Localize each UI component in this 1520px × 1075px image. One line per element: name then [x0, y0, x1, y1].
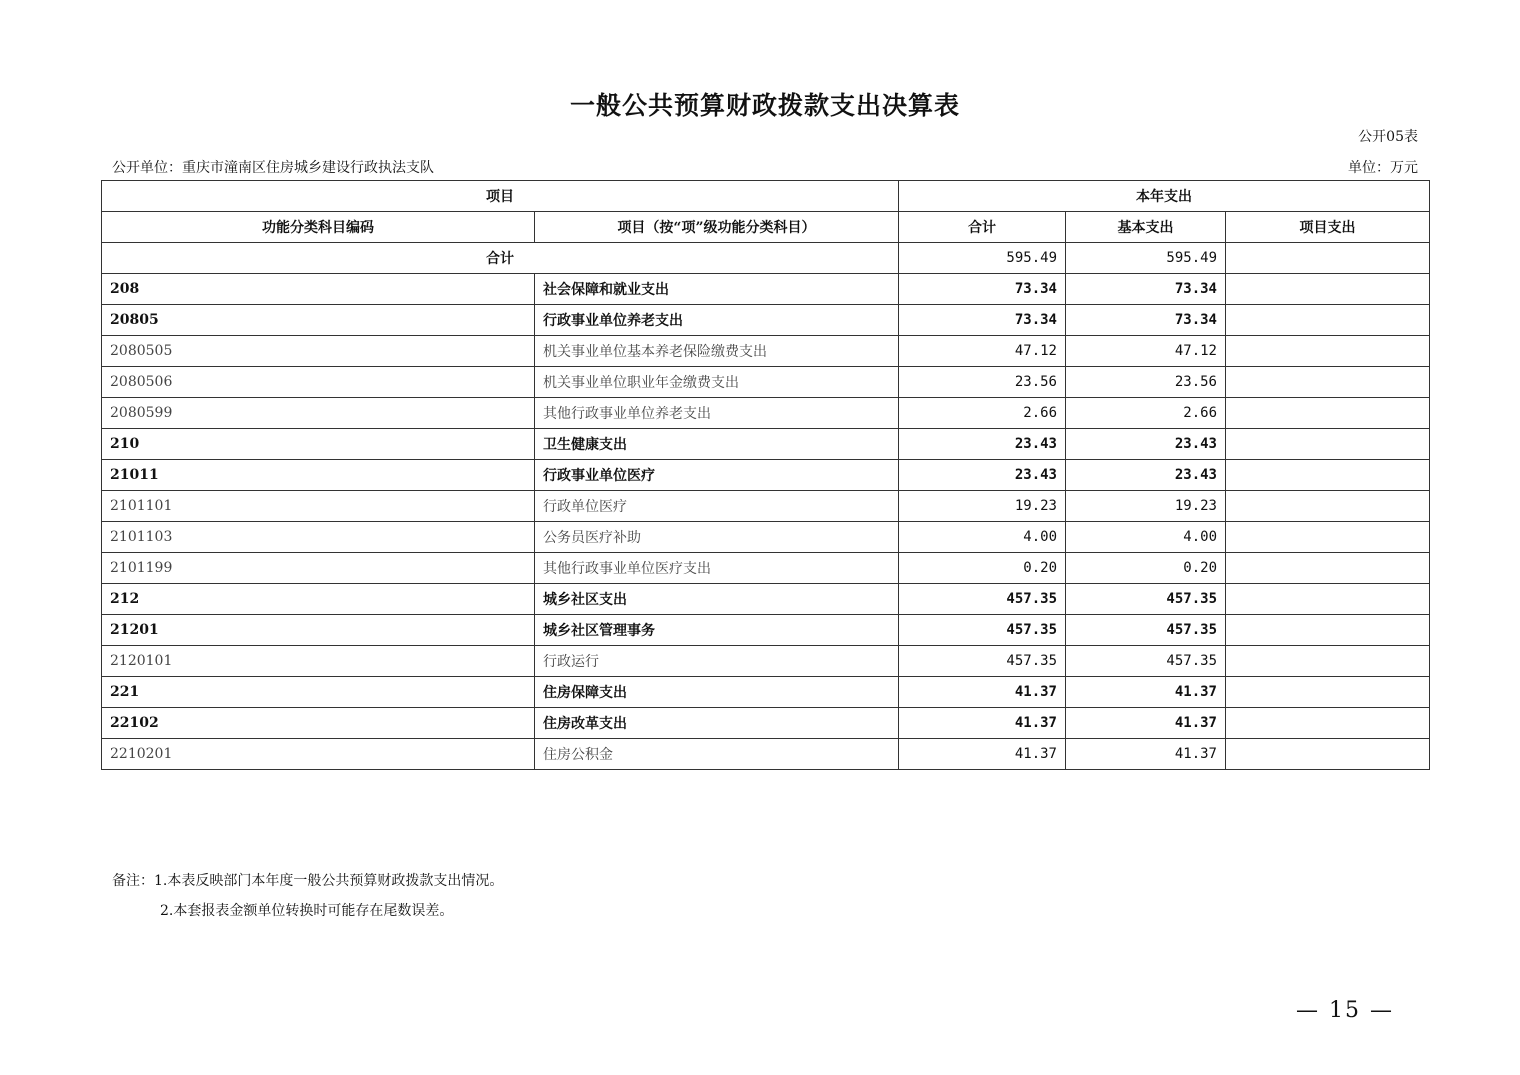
row-basic: 23.56: [1066, 367, 1226, 398]
row-name: 住房保障支出: [535, 677, 899, 708]
total-row: [102, 243, 1430, 274]
table-row: [102, 646, 1430, 677]
table-row: [102, 398, 1430, 429]
page-number: — 15 —: [1296, 998, 1394, 1023]
table-row: [102, 305, 1430, 336]
total-amount: 595.49: [899, 243, 1066, 274]
row-total: 2.66: [899, 398, 1066, 429]
row-name: 社会保障和就业支出: [535, 274, 899, 305]
row-basic: 23.43: [1066, 429, 1226, 460]
row-total: 457.35: [899, 584, 1066, 615]
note-2: 2.本套报表金额单位转换时可能存在尾数误差。: [160, 903, 454, 919]
row-name: 行政事业单位养老支出: [535, 305, 899, 336]
row-total: 457.35: [899, 646, 1066, 677]
row-total: 4.00: [899, 522, 1066, 553]
total-label: 合计: [102, 243, 899, 274]
row-code: 221: [102, 677, 535, 708]
row-project: [1226, 708, 1430, 739]
header-item: 项目（按“项”级功能分类科目）: [535, 212, 899, 243]
row-name: 城乡社区管理事务: [535, 615, 899, 646]
row-basic: 19.23: [1066, 491, 1226, 522]
row-code: 2101101: [102, 491, 535, 522]
table-row: [102, 336, 1430, 367]
row-total: 47.12: [899, 336, 1066, 367]
row-basic: 2.66: [1066, 398, 1226, 429]
header-code: 功能分类科目编码: [102, 212, 535, 243]
row-project: [1226, 305, 1430, 336]
row-code: 2120101: [102, 646, 535, 677]
table-row: [102, 491, 1430, 522]
row-code: 2210201: [102, 739, 535, 770]
header-project: 项目: [102, 181, 899, 212]
row-code: 208: [102, 274, 535, 305]
unit-line: [112, 157, 1418, 177]
row-name: 机关事业单位基本养老保险缴费支出: [535, 336, 899, 367]
table-row: [102, 708, 1430, 739]
row-basic: 23.43: [1066, 460, 1226, 491]
row-basic: 4.00: [1066, 522, 1226, 553]
row-basic: 41.37: [1066, 708, 1226, 739]
total-basic: 595.49: [1066, 243, 1226, 274]
row-name: 行政单位医疗: [535, 491, 899, 522]
total-project: [1226, 243, 1430, 274]
table-row: [102, 739, 1430, 770]
row-total: 23.43: [899, 429, 1066, 460]
row-basic: 457.35: [1066, 584, 1226, 615]
row-code: 2080505: [102, 336, 535, 367]
header-project-expense: 项目支出: [1226, 212, 1430, 243]
row-code: 21011: [102, 460, 535, 491]
row-name: 行政运行: [535, 646, 899, 677]
row-project: [1226, 460, 1430, 491]
row-total: 73.34: [899, 274, 1066, 305]
table-row: [102, 553, 1430, 584]
row-basic: 41.37: [1066, 677, 1226, 708]
row-name: 住房公积金: [535, 739, 899, 770]
table-number: 公开05表: [1358, 129, 1418, 145]
row-basic: 457.35: [1066, 615, 1226, 646]
row-project: [1226, 491, 1430, 522]
row-project: [1226, 584, 1430, 615]
table-row: [102, 615, 1430, 646]
row-project: [1226, 553, 1430, 584]
row-project: [1226, 336, 1430, 367]
currency-unit: 单位：万元: [1348, 160, 1418, 176]
header-year-expense: 本年支出: [899, 181, 1430, 212]
table-row: [102, 429, 1430, 460]
row-total: 0.20: [899, 553, 1066, 584]
table-row: [102, 274, 1430, 305]
row-basic: 0.20: [1066, 553, 1226, 584]
row-basic: 73.34: [1066, 305, 1226, 336]
row-code: 2080599: [102, 398, 535, 429]
row-basic: 457.35: [1066, 646, 1226, 677]
page-title: 一般公共预算财政拨款支出决算表: [569, 91, 960, 120]
row-name: 公务员医疗补助: [535, 522, 899, 553]
table-row: [102, 677, 1430, 708]
note-1: 备注：1.本表反映部门本年度一般公共预算财政拨款支出情况。: [112, 873, 504, 889]
row-code: 212: [102, 584, 535, 615]
row-total: 41.37: [899, 739, 1066, 770]
row-code: 22102: [102, 708, 535, 739]
table-row: [102, 584, 1430, 615]
row-total: 457.35: [899, 615, 1066, 646]
row-name: 住房改革支出: [535, 708, 899, 739]
header-total: 合计: [899, 212, 1066, 243]
row-code: 21201: [102, 615, 535, 646]
row-basic: 73.34: [1066, 274, 1226, 305]
expense-table: [101, 180, 1430, 770]
row-project: [1226, 274, 1430, 305]
row-name: 其他行政事业单位医疗支出: [535, 553, 899, 584]
header-basic: 基本支出: [1066, 212, 1226, 243]
row-basic: 41.37: [1066, 739, 1226, 770]
row-name: 行政事业单位医疗: [535, 460, 899, 491]
row-name: 城乡社区支出: [535, 584, 899, 615]
row-name: 其他行政事业单位养老支出: [535, 398, 899, 429]
table-row: [102, 367, 1430, 398]
row-project: [1226, 739, 1430, 770]
row-code: 2080506: [102, 367, 535, 398]
reporting-unit: 公开单位：重庆市潼南区住房城乡建设行政执法支队: [112, 160, 434, 176]
row-code: 2101103: [102, 522, 535, 553]
notes: [112, 866, 503, 926]
row-total: 23.43: [899, 460, 1066, 491]
row-project: [1226, 646, 1430, 677]
row-project: [1226, 677, 1430, 708]
row-total: 23.56: [899, 367, 1066, 398]
row-name: 机关事业单位职业年金缴费支出: [535, 367, 899, 398]
row-total: 19.23: [899, 491, 1066, 522]
row-code: 210: [102, 429, 535, 460]
row-name: 卫生健康支出: [535, 429, 899, 460]
row-project: [1226, 367, 1430, 398]
row-project: [1226, 429, 1430, 460]
row-total: 41.37: [899, 677, 1066, 708]
row-project: [1226, 398, 1430, 429]
row-code: 20805: [102, 305, 535, 336]
row-project: [1226, 522, 1430, 553]
row-code: 2101199: [102, 553, 535, 584]
table-row: [102, 522, 1430, 553]
table-row: [102, 460, 1430, 491]
row-project: [1226, 615, 1430, 646]
row-total: 73.34: [899, 305, 1066, 336]
row-basic: 47.12: [1066, 336, 1226, 367]
row-total: 41.37: [899, 708, 1066, 739]
